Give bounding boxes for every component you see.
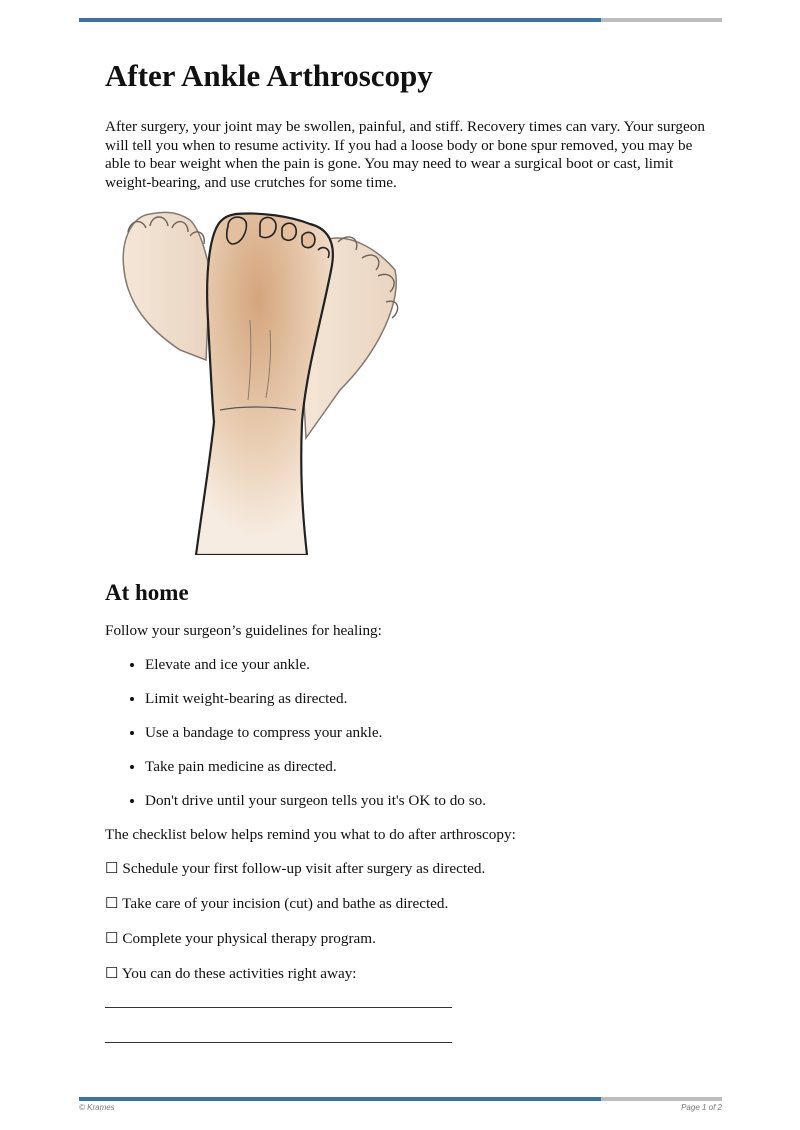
checklist-intro: The checklist below helps remind you what to do after arthroscopy: xyxy=(105,826,516,843)
document-body xyxy=(105,56,705,1043)
list-item: • Take pain medicine as directed. xyxy=(145,758,705,776)
guidelines-list xyxy=(105,656,705,810)
write-in-line xyxy=(105,1042,452,1043)
page-title: After Ankle Arthroscopy xyxy=(105,58,433,93)
header-progress-fill xyxy=(79,18,601,22)
checklist-item: ☐ Complete your physical therapy program. xyxy=(105,930,376,947)
list-item: • Use a bandage to compress your ankle. xyxy=(145,724,705,742)
section-heading-at-home: At home xyxy=(105,580,189,605)
checklist-item: ☐ Take care of your incision (cut) and bathe as directed. xyxy=(105,895,449,912)
write-in-line xyxy=(105,1007,452,1008)
foot-ankle-illustration xyxy=(110,210,410,555)
header-progress-bar xyxy=(79,18,722,22)
checklist-item: ☐ Schedule your first follow-up visit after surgery as directed. xyxy=(105,860,486,877)
list-item: • Elevate and ice your ankle. xyxy=(145,656,705,674)
checklist-item: ☐ You can do these activities right away: xyxy=(105,965,357,982)
footer-progress-bar xyxy=(79,1097,722,1101)
footer-progress-fill xyxy=(79,1097,601,1101)
list-item: • Don't drive until your surgeon tells you it's OK to do so. xyxy=(145,792,705,810)
list-item: • Limit weight-bearing as directed. xyxy=(145,690,705,708)
intro-paragraph: After surgery, your joint may be swollen, painful, and stiff. Recovery times can vary. Your surgeon will tell you when to resume activity. If you had a loose body or bone spur removed, you may be able to bear weight when the pain is gone. You may need to wear a surgical boot or cast, limit weight-bearing, and use crutches for some time. xyxy=(105,118,705,191)
footer-copyright: © Krames xyxy=(79,1103,115,1112)
footer-page-number: Page 1 of 2 xyxy=(681,1103,722,1112)
section-lead: Follow your surgeon’s guidelines for healing: xyxy=(105,622,382,639)
